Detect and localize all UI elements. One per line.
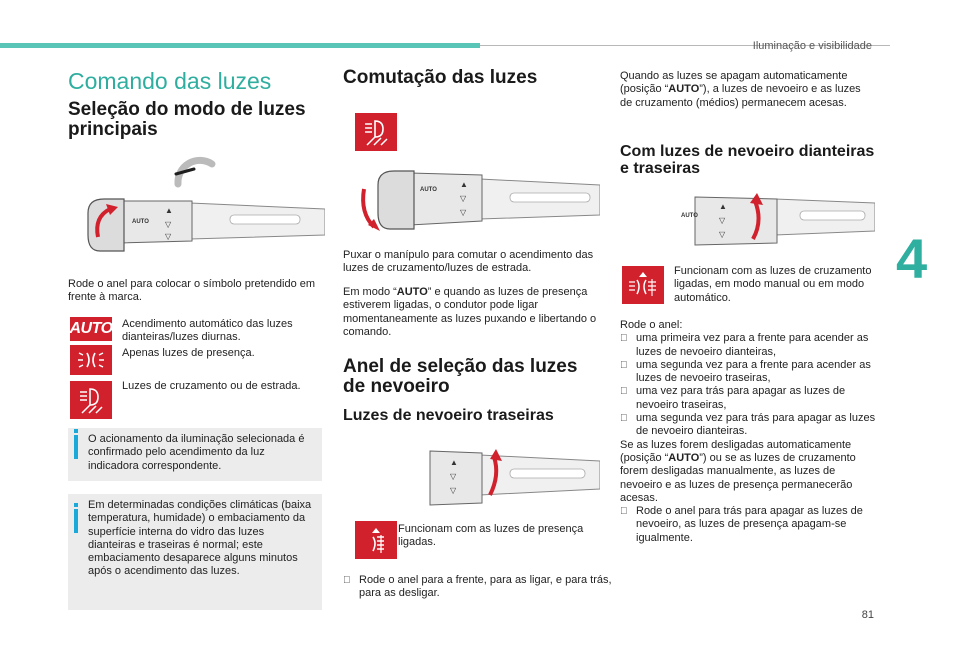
bullet-icon xyxy=(620,385,636,398)
svg-text:▽: ▽ xyxy=(460,208,467,217)
select-intro-text: Rode o anel para colocar o símbolo pretendido em frente à marca. xyxy=(68,278,316,304)
text-run: Quando as luzes se apagam automaticamente (posição “ xyxy=(620,70,848,96)
auto-off-note xyxy=(620,439,880,505)
main-beam-icon xyxy=(355,113,397,151)
lighting-stalk-illustration xyxy=(80,195,325,260)
position-lights-text: Apenas luzes de presença. xyxy=(122,347,255,359)
subtitle-main-lights: Seleção do modo de luzes principais xyxy=(68,99,306,140)
svg-text:▽: ▽ xyxy=(719,216,726,225)
auto-off-text xyxy=(620,70,875,110)
auto-label: AUTO xyxy=(668,451,700,464)
list-item xyxy=(620,359,880,386)
info-icon xyxy=(74,509,78,533)
text-run: uma segunda vez para trás para apagar as luzes de nevoeiro dianteiras. xyxy=(636,412,876,438)
front-rear-fog-ring-illustration xyxy=(665,193,875,251)
bullet-icon xyxy=(620,412,636,425)
auto-mode-text: Acendimento automático das luzes dianteiras/luzes diurnas. xyxy=(122,318,293,344)
svg-text:▽: ▽ xyxy=(450,486,457,495)
svg-text:AUTO: AUTO xyxy=(420,187,437,193)
page-number: 81 xyxy=(861,609,874,621)
list-item xyxy=(620,412,880,439)
svg-text:▲: ▲ xyxy=(450,458,458,467)
svg-text:▲: ▲ xyxy=(460,180,468,189)
front-rear-fog-text: Funcionam com as luzes de cruzamento ligadas, em modo manual ou em modo automático. xyxy=(674,265,872,304)
svg-text:▽: ▽ xyxy=(450,472,457,481)
bullet-icon xyxy=(620,505,636,518)
subtitle-front-rear-fog: Com luzes de nevoeiro dianteiras e traseiras xyxy=(620,143,875,177)
ring-steps-intro: Rode o anel: xyxy=(620,319,683,331)
svg-text:▲: ▲ xyxy=(719,202,727,211)
switching-auto-text xyxy=(343,286,598,339)
chapter-number: 4 xyxy=(896,227,928,290)
auto-label: AUTO xyxy=(668,83,700,96)
text-run: Se as luzes forem desligadas automaticamente (posição “ xyxy=(620,438,852,464)
svg-text:▽: ▽ xyxy=(719,230,726,239)
page-title: Comando das luzes xyxy=(68,68,272,94)
dipped-beam-icon xyxy=(70,381,112,419)
svg-text:▽: ▽ xyxy=(460,194,467,203)
info-icon xyxy=(74,435,78,459)
text-run: ” e quando as luzes de presença estiverem ligadas, o condutor pode ligar momentaneamente as luzes puxando e libertando o comando. xyxy=(343,286,597,338)
header-accent-bar xyxy=(0,43,480,48)
section-title: Iluminação e visibilidade xyxy=(752,40,872,52)
text-run: Em modo “ xyxy=(343,286,397,298)
svg-text:▽: ▽ xyxy=(165,232,172,241)
list-item xyxy=(620,385,880,412)
dipped-beam-text: Luzes de cruzamento ou de estrada. xyxy=(122,380,301,392)
info-box-condensation-text: Em determinadas condições climáticas (baixa temperatura, humidade) o embaciamento da superfície interna do vidro das luzes dianteiras e traseiras é normal; este embaciamento desaparece alguns minutos após o acendimento das luzes. xyxy=(88,499,312,578)
rear-fog-instruction xyxy=(343,574,614,601)
text-run: Rode o anel para a frente, para as ligar, e para trás, para as desligar. xyxy=(359,574,612,600)
info-box-confirmation-text: O acionamento da iluminação selecionada é confirmado pelo acendimento da luz indicadora correspondente. xyxy=(88,433,305,472)
bullet-icon xyxy=(620,359,636,372)
text-run: Rode o anel para trás para apagar as luzes de nevoeiro, as luzes de presença apagam-se igualmente. xyxy=(636,505,863,544)
text-run: uma primeira vez para a frente para acender as luzes de nevoeiro dianteiras, xyxy=(636,332,869,358)
text-run: ”), a luzes de nevoeiro e as luzes de cruzamento (médios) permanecem acesas. xyxy=(620,83,861,109)
section-title-fog-ring: Anel de seleção das luzes de nevoeiro xyxy=(343,356,578,397)
ring-steps xyxy=(620,319,880,545)
auto-mode-badge: AUTO xyxy=(70,317,112,341)
section-title-switching: Comutação das luzes xyxy=(343,67,538,88)
svg-text:▽: ▽ xyxy=(165,220,172,229)
rear-fog-ring-illustration xyxy=(400,445,600,515)
info-box-condensation xyxy=(68,494,322,610)
switching-text: Puxar o manípulo para comutar o acendimento das luzes de cruzamento/luzes de estrada. xyxy=(343,249,594,275)
stalk-pull-illustration xyxy=(350,165,600,240)
text-run: ”) ou se as luzes de cruzamento forem desligadas manualmente, as luzes de nevoeiro e as luzes de presença permanecerão acesas. xyxy=(620,451,856,504)
list-item xyxy=(620,332,880,359)
subtitle-rear-fog: Luzes de nevoeiro traseiras xyxy=(343,407,554,424)
svg-text:AUTO: AUTO xyxy=(132,219,149,225)
list-item xyxy=(620,505,880,545)
info-box-confirmation xyxy=(68,428,322,481)
rear-fog-icon xyxy=(355,521,397,559)
rear-fog-text: Funcionam com as luzes de presença ligadas. xyxy=(398,523,584,549)
position-lights-icon xyxy=(70,345,112,375)
steering-wheel-icon xyxy=(168,152,220,198)
front-rear-fog-icon xyxy=(622,266,664,304)
svg-text:AUTO: AUTO xyxy=(681,213,698,219)
bullet-icon xyxy=(343,574,359,587)
auto-label: AUTO xyxy=(396,286,428,298)
svg-text:▲: ▲ xyxy=(165,206,173,215)
bullet-icon xyxy=(620,332,636,345)
text-run: uma segunda vez para a frente para acender as luzes de nevoeiro traseiras, xyxy=(636,358,871,385)
text-run: uma vez para trás para apagar as luzes de nevoeiro traseiras, xyxy=(636,385,846,411)
